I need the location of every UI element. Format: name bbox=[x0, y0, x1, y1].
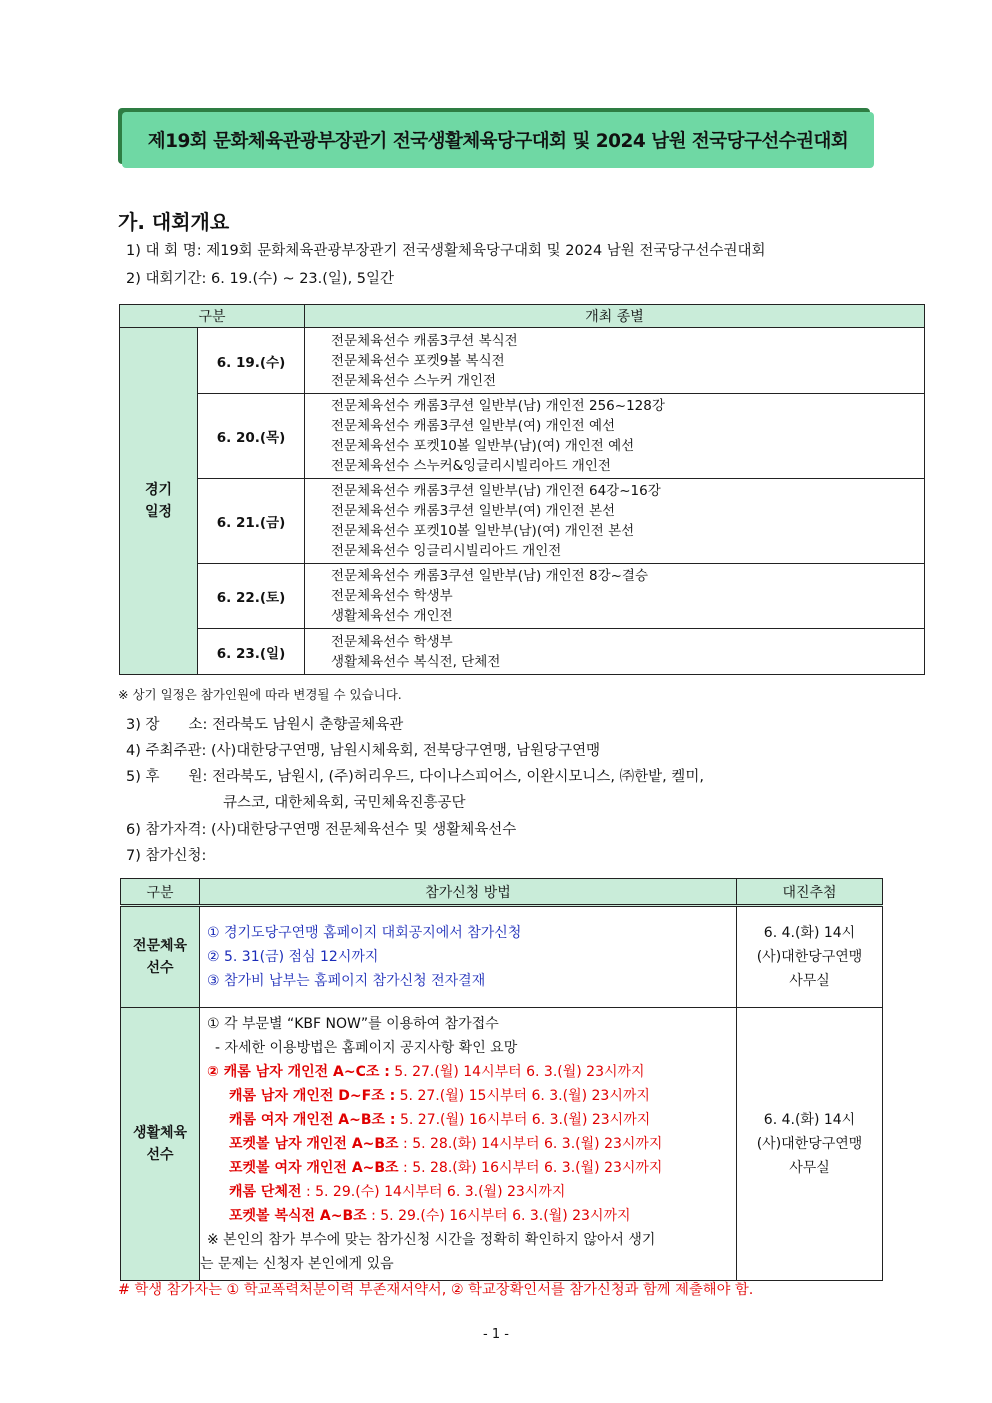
draw-line: 사무실 bbox=[789, 973, 830, 989]
schedule-date-3: 6. 21.(금) bbox=[198, 479, 305, 564]
event-item: 전문체육선수 학생부 bbox=[331, 633, 453, 650]
schedule-table bbox=[119, 304, 925, 675]
application-line: 7) 참가신청: bbox=[126, 848, 207, 864]
banner-title: 제19회 문화체육관광부장관기 전국생활체육당구대회 및 2024 남원 전국당구선수권대회 bbox=[147, 131, 849, 152]
pro-step: ① 경기도당구연맹 홈페이지 대회공지에서 참가신청 bbox=[207, 925, 522, 941]
slot-label: 포켓볼 남자 개인전 A~B조 bbox=[229, 1136, 399, 1152]
schedule-category-text: 경기 일정 bbox=[144, 482, 173, 520]
event-name-line: 1) 대 회 명: 제19회 문화체육관광부장관기 전국생활체육당구대회 및 2024 남원 전국당구선수권대회 bbox=[126, 243, 766, 259]
section-title: 가. 대회개요 bbox=[118, 210, 230, 234]
pro-step: ③ 참가비 납부는 홈페이지 참가신청 전자결재 bbox=[207, 973, 486, 989]
schedule-date-2: 6. 20.(목) bbox=[198, 394, 305, 479]
event-item: 전문체육선수 스누커&잉글리시빌리아드 개인전 bbox=[331, 458, 611, 474]
slot-time: : 5. 28.(화) 14시부터 6. 3.(월) 23시까지 bbox=[398, 1136, 663, 1152]
slot-label: ② 캐롬 남자 개인전 A~C조 : bbox=[207, 1064, 390, 1080]
event-item: 전문체육선수 캐롬3쿠션 일반부(남) 개인전 8강~결승 bbox=[331, 568, 649, 584]
event-item: 전문체육선수 잉글리시빌리아드 개인전 bbox=[331, 543, 562, 559]
slot-label: 캐롬 단체전 bbox=[229, 1184, 302, 1200]
schedule-events-5 bbox=[305, 629, 925, 675]
event-item: 전문체육선수 캐롬3쿠션 일반부(남) 개인전 256~128강 bbox=[331, 398, 665, 414]
slot-label: 캐롬 여자 개인전 A~B조 : bbox=[229, 1112, 396, 1128]
schedule-events-3 bbox=[305, 479, 925, 564]
draw-line: 6. 4.(화) 14시 bbox=[763, 1112, 856, 1128]
draw-line: 사무실 bbox=[789, 1160, 830, 1176]
host-line: 4) 주최주관: (사)대한당구연맹, 남원시체육회, 전북당구연맹, 남원당구연맹 bbox=[126, 743, 601, 759]
amateur-draw bbox=[737, 1008, 883, 1281]
pro-category bbox=[121, 906, 200, 1008]
pro-step: ② 5. 31(금) 점심 12시까지 bbox=[207, 949, 379, 965]
schedule-note: ※ 상기 일정은 참가인원에 따라 변경될 수 있습니다. bbox=[118, 687, 402, 702]
schedule-header-events: 개최 종별 bbox=[305, 305, 925, 328]
event-item: 생활체육선수 복식전, 단체전 bbox=[331, 653, 501, 670]
slot-time: 5. 27.(월) 14시부터 6. 3.(월) 23시까지 bbox=[389, 1064, 645, 1080]
schedule-events-1 bbox=[305, 328, 925, 394]
app-header-category: 구분 bbox=[121, 879, 200, 906]
application-table bbox=[120, 878, 883, 1281]
amateur-slot bbox=[207, 1156, 736, 1180]
amateur-note: ※ 본인의 참가 부수에 맞는 참가신청 시간을 정확히 확인하지 않아서 생기 bbox=[207, 1232, 656, 1248]
slot-label: 포켓볼 여자 개인전 A~B조 bbox=[229, 1160, 399, 1176]
schedule-category bbox=[120, 328, 198, 675]
slot-label: 포켓볼 복식전 A~B조 bbox=[229, 1208, 367, 1224]
eligibility-line: 6) 참가자격: (사)대한당구연맹 전문체육선수 및 생활체육선수 bbox=[126, 822, 517, 838]
event-item: 전문체육선수 캐롬3쿠션 일반부(남) 개인전 64강~16강 bbox=[331, 483, 661, 499]
page-number: - 1 - bbox=[483, 1327, 509, 1342]
amateur-slot bbox=[207, 1180, 736, 1204]
pro-method bbox=[200, 906, 737, 1008]
amateur-step: - 자세한 이용방법은 홈페이지 공지사항 확인 요망 bbox=[215, 1040, 518, 1056]
slot-time: 5. 27.(월) 16시부터 6. 3.(월) 23시까지 bbox=[395, 1112, 651, 1128]
amateur-step: ① 각 부문별 “KBF NOW”를 이용하여 참가접수 bbox=[207, 1016, 499, 1032]
amateur-slot bbox=[207, 1108, 736, 1132]
app-header-draw: 대진추첨 bbox=[737, 879, 883, 906]
event-item: 전문체육선수 스누커 개인전 bbox=[331, 372, 497, 389]
slot-time: : 5. 29.(수) 16시부터 6. 3.(월) 23시까지 bbox=[366, 1208, 631, 1224]
event-item: 전문체육선수 캐롬3쿠션 복식전 bbox=[331, 332, 518, 349]
slot-label: 캐롬 남자 개인전 D~F조 : bbox=[229, 1088, 396, 1104]
amateur-category bbox=[121, 1008, 200, 1281]
amateur-slot bbox=[207, 1084, 736, 1108]
slot-time: : 5. 28.(화) 16시부터 6. 3.(월) 23시까지 bbox=[398, 1160, 663, 1176]
amateur-note: 는 문제는 신청자 본인에게 있음 bbox=[200, 1256, 394, 1272]
amateur-slot bbox=[207, 1132, 736, 1156]
schedule-header-category: 구분 bbox=[120, 305, 305, 328]
event-item: 전문체육선수 포켓9볼 복식전 bbox=[331, 352, 505, 369]
schedule-events-2 bbox=[305, 394, 925, 479]
event-item: 전문체육선수 포켓10볼 일반부(남)(여) 개인전 예선 bbox=[331, 438, 635, 454]
schedule-date-5: 6. 23.(일) bbox=[198, 629, 305, 675]
draw-line: 6. 4.(화) 14시 bbox=[763, 925, 856, 941]
event-item: 전문체육선수 캐롬3쿠션 일반부(여) 개인전 본선 bbox=[331, 503, 616, 519]
event-item: 전문체육선수 캐롬3쿠션 일반부(여) 개인전 예선 bbox=[331, 418, 616, 434]
draw-line: (사)대한당구연맹 bbox=[756, 1136, 863, 1152]
slot-time: : 5. 29.(수) 14시부터 6. 3.(월) 23시까지 bbox=[301, 1184, 566, 1200]
schedule-date-4: 6. 22.(토) bbox=[198, 564, 305, 629]
app-header-method: 참가신청 방법 bbox=[200, 879, 737, 906]
amateur-category-text: 생활체육 선수 bbox=[132, 1125, 188, 1163]
event-item: 생활체육선수 개인전 bbox=[331, 608, 453, 624]
sponsor-line-1: 5) 후 원: 전라북도, 남원시, (주)허리우드, 다이나스피어스, 이완시모니스, ㈜한밭, 켈미, bbox=[126, 769, 704, 785]
amateur-method bbox=[200, 1008, 737, 1281]
schedule-events-4 bbox=[305, 564, 925, 629]
event-item: 전문체육선수 학생부 bbox=[331, 588, 453, 604]
draw-line: (사)대한당구연맹 bbox=[756, 949, 863, 965]
amateur-slot bbox=[207, 1060, 736, 1084]
sponsor-line-2: 큐스코, 대한체육회, 국민체육진흥공단 bbox=[223, 795, 466, 811]
pro-draw bbox=[737, 906, 883, 1008]
venue-line: 3) 장 소: 전라북도 남원시 춘향골체육관 bbox=[126, 717, 404, 733]
schedule-date-1: 6. 19.(수) bbox=[198, 328, 305, 394]
event-period-line: 2) 대회기간: 6. 19.(수) ~ 23.(일), 5일간 bbox=[126, 271, 395, 287]
student-note: # 학생 참가자는 ① 학교폭력처분이력 부존재서약서, ② 학교장확인서를 참가신청과 함께 제출해야 함. bbox=[118, 1282, 754, 1298]
slot-time: 5. 27.(월) 15시부터 6. 3.(월) 23시까지 bbox=[395, 1088, 650, 1104]
title-banner bbox=[118, 108, 874, 168]
pro-category-text: 전문체육 선수 bbox=[132, 938, 188, 976]
amateur-slot bbox=[207, 1204, 736, 1228]
event-item: 전문체육선수 포켓10볼 일반부(남)(여) 개인전 본선 bbox=[331, 523, 635, 539]
